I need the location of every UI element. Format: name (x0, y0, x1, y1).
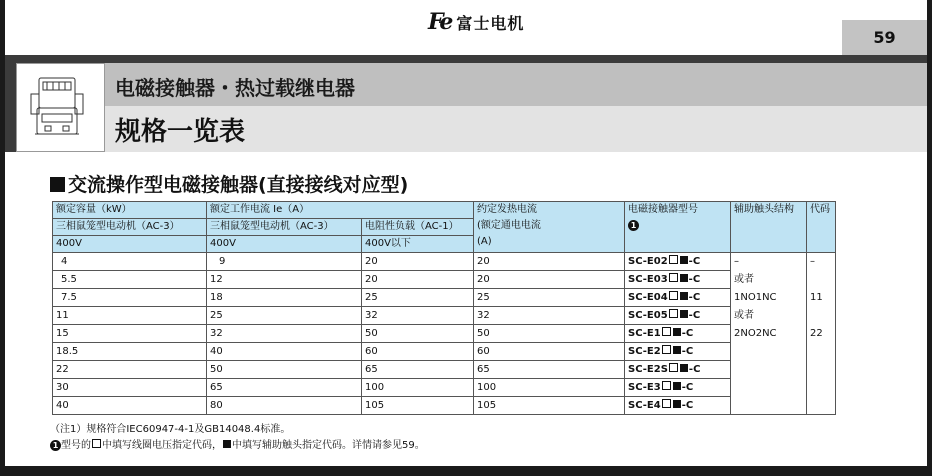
table-row (53, 253, 836, 271)
header-motor-cage: 三相鼠笼型电动机（AC-3） (53, 219, 207, 236)
footnote-2-part-a: 型号的 (61, 440, 91, 451)
aux-code-box-icon (680, 364, 688, 372)
cell-ac1: 60 (362, 343, 474, 361)
cell-ac3: 40 (207, 343, 362, 361)
cell-kw: 5.5 (53, 271, 207, 289)
coil-code-box-icon (662, 399, 671, 408)
header-rated-capacity: 额定容量（kW） (53, 202, 207, 219)
coil-code-box-icon (662, 345, 671, 354)
cell-model (625, 325, 731, 343)
cell-ac1: 25 (362, 289, 474, 307)
coil-code-box-icon (662, 327, 671, 336)
brand-name: 富士电机 (456, 13, 525, 33)
cell-ith: 20 (474, 271, 625, 289)
cell-ac3: 25 (207, 307, 362, 325)
model-suffix: -C (681, 400, 694, 411)
cell-ac1: 100 (362, 379, 474, 397)
cell-code (807, 253, 836, 415)
header-code: 代码 (807, 202, 836, 253)
coil-code-box-icon (669, 363, 678, 372)
model-prefix: SC-E04 (628, 292, 668, 303)
cell-ac1: 20 (362, 271, 474, 289)
aux-line: 或者 (734, 274, 754, 285)
header-voltage-400v: 400V (53, 236, 207, 253)
model-suffix: -C (688, 256, 701, 267)
main-title-bar (105, 106, 927, 152)
aux-code-box-icon (673, 346, 681, 354)
coil-code-box-icon (669, 291, 678, 300)
table-row (53, 271, 836, 289)
cell-aux-contact (731, 253, 807, 415)
fuji-logo-mark: Fe (428, 9, 451, 35)
aux-code-box-icon (680, 292, 688, 300)
table-row (53, 379, 836, 397)
header-model (625, 202, 731, 253)
cell-ith: 100 (474, 379, 625, 397)
cell-ac3: 18 (207, 289, 362, 307)
cell-model (625, 343, 731, 361)
brand-logo (428, 9, 524, 35)
model-prefix: SC-E4 (628, 400, 661, 411)
aux-line: – (734, 256, 739, 267)
cell-ac3: 80 (207, 397, 362, 415)
code-line (810, 271, 832, 289)
aux-code-box-icon (673, 328, 681, 336)
cell-ac1: 20 (362, 253, 474, 271)
cell-ac3: 65 (207, 379, 362, 397)
aux-line: 2NO2NC (734, 328, 777, 339)
footnote-2-part-b: 中填写线圈电压指定代码， (102, 440, 222, 451)
model-suffix: -C (688, 310, 701, 321)
model-suffix: -C (681, 382, 694, 393)
model-suffix: -C (681, 346, 694, 357)
cell-model (625, 253, 731, 271)
contactor-icon (17, 64, 104, 151)
section-title-text: 交流操作型电磁接触器(直接接线对应型) (68, 174, 409, 196)
header-thermal-line1: 约定发热电流 (477, 204, 537, 215)
cell-ac1: 50 (362, 325, 474, 343)
cell-kw: 11 (53, 307, 207, 325)
header-voltage-400v-current: 400V (207, 236, 362, 253)
model-suffix: -C (688, 274, 701, 285)
cell-model (625, 307, 731, 325)
category-title-bar (105, 63, 927, 106)
aux-code-box-icon (223, 440, 231, 448)
table-row (53, 307, 836, 325)
spec-table (52, 201, 836, 415)
header-rated-current: 额定工作电流 Ie（A） (207, 202, 474, 219)
category-title: 电磁接触器・热过载继电器 (115, 76, 355, 100)
aux-code-box-icon (673, 382, 681, 390)
footnote-2 (50, 436, 425, 451)
cell-kw: 22 (53, 361, 207, 379)
header-thermal-current (474, 202, 625, 253)
header-aux-contact: 辅助触头结构 (731, 202, 807, 253)
aux-code-box-icon (673, 400, 681, 408)
header-motor-cage-current: 三相鼠笼型电动机（AC-3） (207, 219, 362, 236)
header-thermal-line2: (额定通电电流 (477, 220, 541, 231)
cell-kw: 30 (53, 379, 207, 397)
footnote-1: （注1）规格符合IEC60947-4-1及GB14048.4标准。 (50, 424, 291, 435)
coil-code-box-icon (669, 273, 678, 282)
cell-model (625, 397, 731, 415)
coil-code-box-icon (662, 381, 671, 390)
cell-ith: 25 (474, 289, 625, 307)
frame-right (927, 0, 932, 476)
model-prefix: SC-E02 (628, 256, 668, 267)
cell-ith: 65 (474, 361, 625, 379)
model-prefix: SC-E1 (628, 328, 661, 339)
footnote-2-part-c: 中填写辅助触头指定代码。详情请参见59。 (232, 440, 425, 451)
cell-model (625, 379, 731, 397)
page-title: 规格一览表 (115, 117, 246, 147)
aux-code-box-icon (680, 256, 688, 264)
model-prefix: SC-E3 (628, 382, 661, 393)
bottom-bar (0, 466, 932, 476)
cell-ac1: 105 (362, 397, 474, 415)
table-row (53, 325, 836, 343)
cell-ac3: 50 (207, 361, 362, 379)
table-row (53, 361, 836, 379)
cell-model (625, 361, 731, 379)
black-square-bullet-icon (50, 177, 65, 192)
cell-ith: 50 (474, 325, 625, 343)
cell-ac1: 32 (362, 307, 474, 325)
note-1-circle-icon: 1 (628, 220, 639, 231)
cell-model (625, 289, 731, 307)
aux-line: 1NO1NC (734, 292, 777, 303)
contactor-product-thumbnail (16, 63, 105, 152)
cell-ac1: 65 (362, 361, 474, 379)
coil-code-box-icon (669, 255, 678, 264)
model-suffix: -C (688, 292, 701, 303)
table-row (53, 343, 836, 361)
coil-code-box-icon (92, 439, 101, 448)
cell-ac3: 9 (207, 253, 362, 271)
cell-kw: 40 (53, 397, 207, 415)
header-resistive-load: 电阻性负载（AC-1） (362, 219, 474, 236)
model-prefix: SC-E03 (628, 274, 668, 285)
cell-model (625, 271, 731, 289)
cell-kw: 4 (53, 253, 207, 271)
cell-ith: 32 (474, 307, 625, 325)
aux-code-box-icon (680, 274, 688, 282)
code-line: 11 (810, 292, 823, 303)
header-thermal-line3: (A) (477, 236, 492, 247)
cell-ac3: 12 (207, 271, 362, 289)
model-prefix: SC-E2S (628, 364, 668, 375)
page-number: 59 (842, 20, 927, 55)
cell-ith: 105 (474, 397, 625, 415)
table-row (53, 397, 836, 415)
note-1-circle-icon: 1 (50, 440, 61, 451)
model-prefix: SC-E05 (628, 310, 668, 321)
cell-ith: 60 (474, 343, 625, 361)
aux-code-box-icon (680, 310, 688, 318)
model-suffix: -C (681, 328, 694, 339)
header-model-label: 电磁接触器型号 (628, 204, 698, 215)
header-voltage-400v-below: 400V以下 (362, 236, 474, 253)
cell-ac3: 32 (207, 325, 362, 343)
table-row (53, 289, 836, 307)
header-row-1 (53, 202, 836, 219)
code-line: – (810, 256, 815, 267)
code-line: 22 (810, 328, 823, 339)
cell-kw: 18.5 (53, 343, 207, 361)
model-suffix: -C (688, 364, 701, 375)
section-title (50, 170, 408, 197)
code-line (810, 307, 832, 325)
model-prefix: SC-E2 (628, 346, 661, 357)
coil-code-box-icon (669, 309, 678, 318)
cell-kw: 15 (53, 325, 207, 343)
cell-ith: 20 (474, 253, 625, 271)
aux-line: 或者 (734, 310, 754, 321)
cell-kw: 7.5 (53, 289, 207, 307)
